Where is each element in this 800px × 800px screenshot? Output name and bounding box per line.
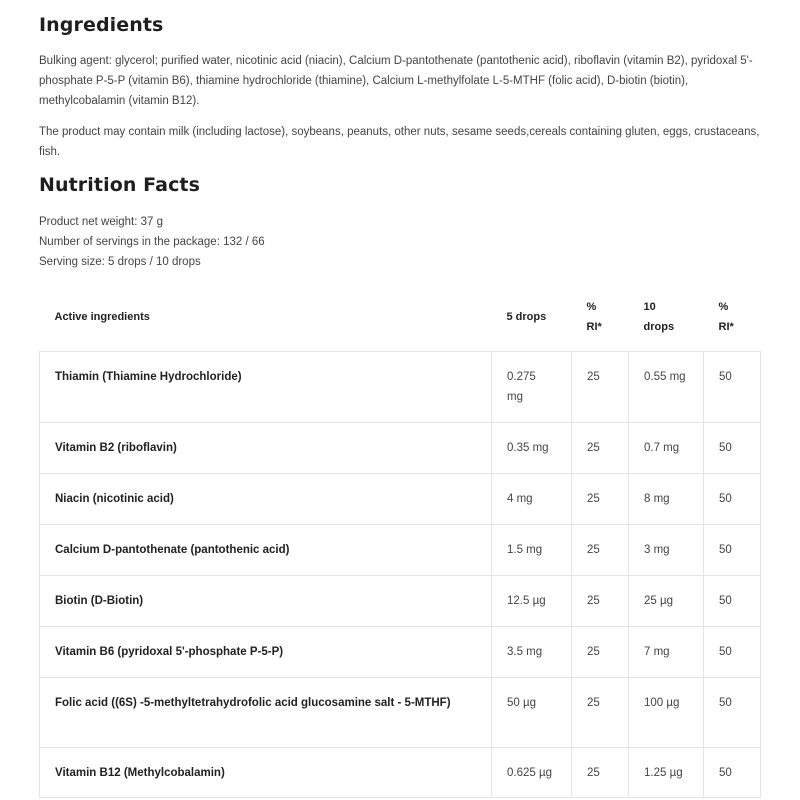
dose-10-drops: 3 mg [629,525,704,576]
table-row [40,352,761,423]
ingredient-name: Calcium D-pantothenate (pantothenic acid) [40,525,492,576]
ingredient-name: Biotin (D-Biotin) [40,576,492,627]
ri-10-drops: 50 [704,748,761,798]
ri-10-drops: 50 [704,678,761,748]
table-row [40,423,761,474]
header-10-drops-line2: drops [643,321,675,333]
table-row [40,627,761,678]
ingredients-heading: Ingredients [39,14,164,36]
dose-5-drops: 4 mg [492,474,572,525]
nutrition-meta [39,212,760,272]
ingredient-name: Niacin (nicotinic acid) [40,474,492,525]
ri-10-drops: 50 [704,352,761,423]
table-row [40,525,761,576]
dose-10-drops: 7 mg [629,627,704,678]
dose-5-drops: 1.5 mg [492,525,572,576]
dose-5-drops: 3.5 mg [492,627,572,678]
table-row [40,576,761,627]
dose-10-drops: 0.7 mg [629,423,704,474]
ingredient-name: Folic acid ((6S) -5-methyltetrahydrofolic acid glucosamine salt - 5-MTHF) [40,678,492,748]
net-weight-text: Product net weight: 37 g [39,216,164,228]
allergens-text: The product may contain milk (including lactose), soybeans, peanuts, other nuts, sesame seeds,cereals containing gluten, eggs, crustaceans, fish. [39,126,760,158]
ingredient-name: Thiamin (Thiamine Hydrochloride) [40,352,492,423]
header-active-ingredients: Active ingredients [54,311,150,323]
header-ri-10-drops-line1: % [718,301,729,313]
dose-5-drops: 0.625 µg [492,748,572,798]
dose-5-drops: 0.275 mg [492,352,572,423]
header-ri-5-drops-line2: RI* [586,321,602,333]
dose-10-drops: 100 µg [629,678,704,748]
dose-10-drops: 8 mg [629,474,704,525]
dose-5-drops: 50 µg [492,678,572,748]
ri-10-drops: 50 [704,525,761,576]
ri-5-drops: 25 [572,627,629,678]
header-ri-10-drops-line2: RI* [718,321,734,333]
composition-text: Bulking agent: glycerol; purified water, nicotinic acid (niacin), Calcium D-pantothenate (pantothenic acid), riboflavin (vitamin B2), pyridoxal 5'-phosphate P-5-P (vitamin B6), thiamine hydrochloride (thiamine), Calcium L-methylfolate L-5-MTHF (folic acid), D-biotin (biotin), methylcobalamin (vitamin B12). [39,55,753,107]
ri-5-drops: 25 [572,678,629,748]
dose-5-drops: 12.5 µg [492,576,572,627]
nutrition-heading: Nutrition Facts [39,174,201,196]
ri-5-drops: 25 [572,474,629,525]
header-10-drops [629,283,704,352]
header-5-drops: 5 drops [506,311,547,323]
serving-size-text: Serving size: 5 drops / 10 drops [39,256,201,268]
ri-5-drops: 25 [572,576,629,627]
table-row [40,748,761,798]
dose-10-drops: 1.25 µg [629,748,704,798]
header-ri-10-drops [704,283,761,352]
dose-10-drops: 25 µg [629,576,704,627]
table-row [40,474,761,525]
ingredient-name: Vitamin B12 (Methylcobalamin) [40,748,492,798]
servings-text: Number of servings in the package: 132 / 66 [39,236,265,248]
ri-5-drops: 25 [572,352,629,423]
dose-10-drops: 0.55 mg [629,352,704,423]
dose-5-drops: 0.35 mg [492,423,572,474]
ingredient-name: Vitamin B2 (riboflavin) [40,423,492,474]
header-ri-5-drops-line1: % [586,301,597,313]
table-row [40,678,761,748]
table-header-row [40,283,761,352]
ri-5-drops: 25 [572,423,629,474]
ri-10-drops: 50 [704,423,761,474]
ri-10-drops: 50 [704,627,761,678]
nutrition-table [39,283,761,798]
header-10-drops-line1: 10 [643,301,656,313]
ri-5-drops: 25 [572,525,629,576]
ri-5-drops: 25 [572,748,629,798]
ri-10-drops: 50 [704,576,761,627]
ingredient-name: Vitamin B6 (pyridoxal 5'-phosphate P-5-P) [40,627,492,678]
ri-10-drops: 50 [704,474,761,525]
header-ri-5-drops [572,283,629,352]
